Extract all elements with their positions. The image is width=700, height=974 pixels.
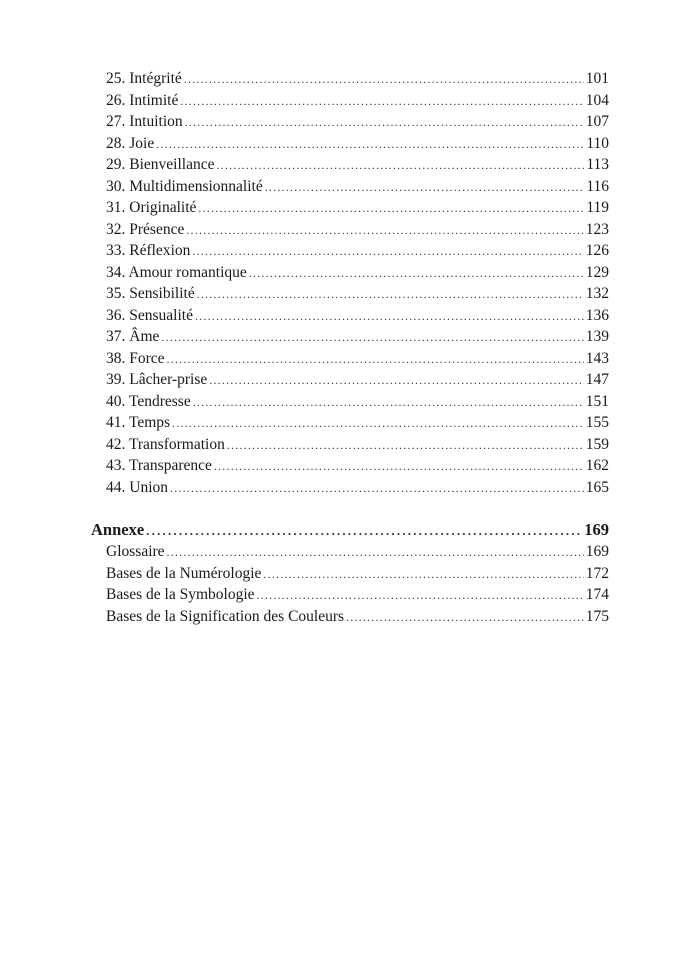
toc-entry[interactable]: [91, 326, 609, 348]
toc-entry-page: 129: [585, 263, 609, 281]
toc-entry-page: 155: [585, 414, 609, 431]
toc-entry-page: 123: [585, 220, 609, 238]
toc-entry-label: 37. Âme: [106, 328, 160, 345]
toc-section-title: Annexe: [91, 520, 145, 539]
toc-entry-page: 147: [585, 371, 609, 388]
dot-leader: [214, 456, 584, 478]
dot-leader: [185, 112, 584, 134]
toc-entry-label: 26. Intimité: [106, 91, 179, 109]
toc-section-annexe[interactable]: [91, 518, 609, 541]
toc-entry-label: 39. Lâcher-prise: [106, 371, 208, 388]
toc-entry-label: Bases de la Signification des Couleurs: [106, 607, 345, 625]
toc-entry-label: 43. Transparence: [106, 457, 212, 474]
dot-leader: [184, 69, 584, 91]
toc-entry[interactable]: [91, 606, 609, 628]
dot-leader: [170, 478, 584, 500]
toc-entry-label: 27. Intuition: [106, 113, 183, 130]
toc-entry[interactable]: [91, 541, 609, 563]
toc-entry-page: 175: [585, 607, 609, 625]
toc-entry[interactable]: [91, 369, 609, 391]
dot-leader: [195, 306, 584, 328]
toc-entry-page: 159: [585, 435, 609, 453]
toc-entry[interactable]: [91, 391, 609, 413]
table-of-contents: [91, 68, 609, 627]
toc-entry[interactable]: [91, 434, 609, 456]
toc-entry-page: 172: [585, 564, 609, 582]
toc-entry-page: 151: [585, 392, 609, 410]
dot-leader: [198, 198, 584, 220]
toc-entry-label: 30. Multidimensionnalité: [106, 177, 263, 195]
toc-entry-page: 132: [585, 285, 609, 302]
dot-leader: [172, 413, 584, 435]
toc-entry-page: 107: [585, 113, 609, 130]
toc-entry-page: 139: [585, 328, 609, 345]
toc-entry-label: 32. Présence: [106, 220, 185, 238]
toc-entry-page: 126: [585, 242, 609, 259]
dot-leader: [167, 349, 584, 371]
toc-entry[interactable]: [91, 348, 609, 370]
toc-entry-label: Bases de la Symbologie: [106, 586, 255, 603]
dot-leader: [209, 370, 584, 392]
toc-entry[interactable]: [91, 412, 609, 434]
toc-entry[interactable]: [91, 133, 609, 155]
toc-entry-page: 136: [585, 306, 609, 324]
toc-entry[interactable]: [91, 197, 609, 219]
dot-leader: [346, 607, 584, 629]
dot-leader: [167, 542, 584, 564]
toc-entry-label: 40. Tendresse: [106, 392, 191, 410]
dot-leader: [197, 284, 584, 306]
toc-entry-label: 44. Union: [106, 478, 168, 496]
toc-entry[interactable]: [91, 262, 609, 284]
section-spacer: [91, 498, 609, 518]
dot-leader: [263, 564, 583, 586]
toc-entry-page: 165: [585, 478, 609, 496]
toc-entry[interactable]: [91, 455, 609, 477]
toc-entry-page: 162: [585, 457, 609, 474]
toc-entry-page: 169: [585, 543, 609, 560]
toc-entry-label: Bases de la Numérologie: [106, 564, 262, 582]
dot-leader: [156, 134, 584, 156]
dot-leader: [146, 519, 582, 542]
toc-entry[interactable]: [91, 240, 609, 262]
toc-entry[interactable]: [91, 563, 609, 585]
toc-entry-page: 101: [585, 70, 609, 87]
toc-entry-label: 35. Sensibilité: [106, 285, 195, 302]
toc-entry-label: 31. Originalité: [106, 199, 197, 216]
dot-leader: [227, 435, 584, 457]
toc-entry-label: Glossaire: [106, 543, 165, 560]
toc-section-page: 169: [584, 520, 609, 539]
toc-entry[interactable]: [91, 90, 609, 112]
toc-entry-page: 119: [586, 199, 609, 216]
toc-entry[interactable]: [91, 477, 609, 499]
toc-entry[interactable]: [91, 305, 609, 327]
toc-entry-label: 25. Intégrité: [106, 70, 182, 87]
toc-entry-page: 174: [585, 586, 609, 603]
toc-entry[interactable]: [91, 68, 609, 90]
toc-entry-label: 38. Force: [106, 349, 165, 367]
toc-entry[interactable]: [91, 111, 609, 133]
dot-leader: [257, 585, 584, 607]
toc-entry-page: 143: [585, 349, 609, 367]
dot-leader: [161, 327, 583, 349]
dot-leader: [249, 263, 584, 285]
dot-leader: [193, 392, 584, 414]
dot-leader: [186, 220, 583, 242]
dot-leader: [192, 241, 583, 263]
dot-leader: [216, 155, 584, 177]
toc-entry[interactable]: [91, 283, 609, 305]
toc-entry-label: 33. Réflexion: [106, 242, 191, 259]
toc-entry[interactable]: [91, 154, 609, 176]
toc-entry-page: 110: [586, 134, 609, 152]
toc-entry-page: 104: [585, 91, 609, 109]
toc-entry[interactable]: [91, 219, 609, 241]
toc-entry-label: 28. Joie: [106, 134, 155, 152]
toc-entry-label: 41. Temps: [106, 414, 171, 431]
dot-leader: [265, 177, 585, 199]
toc-entry-label: 29. Bienveillance: [106, 156, 215, 173]
dot-leader: [180, 91, 583, 113]
toc-entry[interactable]: [91, 176, 609, 198]
toc-entry-label: 36. Sensualité: [106, 306, 193, 324]
toc-entry[interactable]: [91, 584, 609, 606]
toc-entry-label: 42. Transformation: [106, 435, 225, 453]
toc-entry-page: 116: [586, 177, 609, 195]
toc-entry-label: 34. Amour romantique: [106, 263, 247, 281]
toc-entry-page: 113: [586, 156, 609, 173]
